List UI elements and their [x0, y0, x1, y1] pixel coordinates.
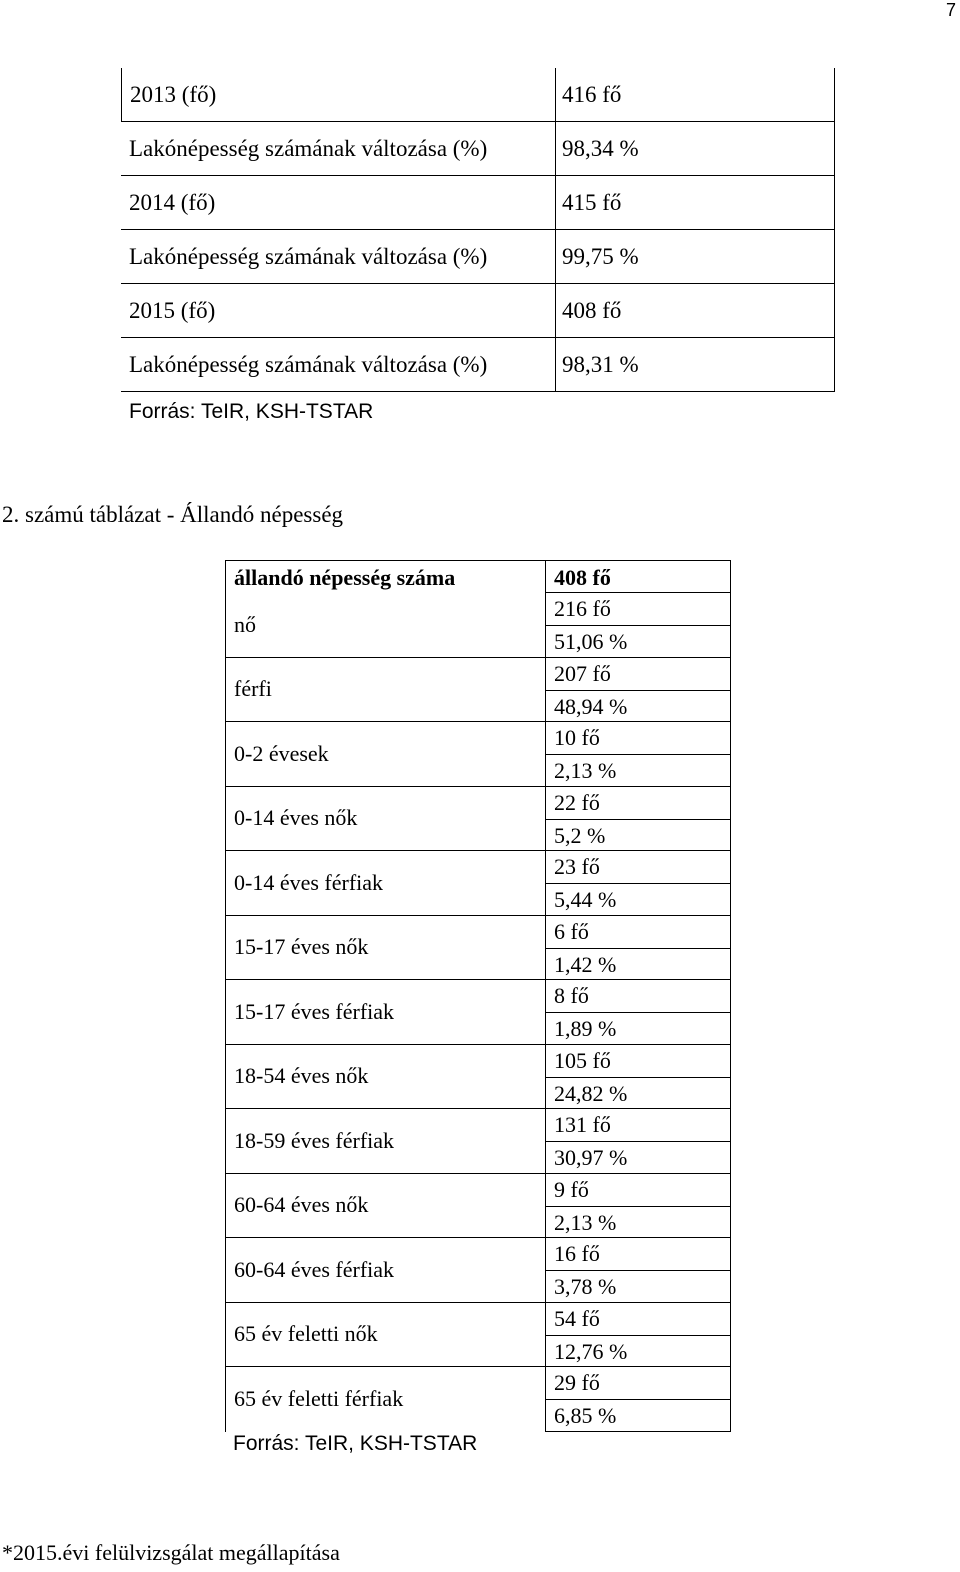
table-row — [225, 787, 731, 852]
row-percent: 1,89 % — [554, 1016, 617, 1041]
page-number: 7 — [945, 0, 956, 20]
row-label: 2014 (fő) — [121, 176, 555, 230]
row-label: 65 év feletti férfiak — [225, 1367, 545, 1432]
row-label: Lakónépesség számának változása (%) — [121, 338, 555, 392]
row-values — [545, 916, 731, 981]
row-count: 6 fő — [546, 916, 730, 949]
row-percent: 24,82 % — [554, 1080, 628, 1106]
row-label: 60-64 éves férfiak — [225, 1238, 545, 1303]
table1-source: Forrás: TeIR, KSH-TSTAR — [129, 400, 374, 423]
row-count: 54 fő — [546, 1303, 730, 1336]
row-percent: 5,44 % — [554, 887, 617, 912]
row-values — [545, 1109, 731, 1174]
row-percent: 2,13 % — [554, 1209, 617, 1235]
row-values — [545, 851, 731, 916]
table-row — [225, 916, 731, 981]
row-label: 18-54 éves nők — [225, 1045, 545, 1110]
row-values — [545, 722, 731, 787]
table-row — [225, 1174, 731, 1239]
row-label: 65 év feletti nők — [225, 1303, 545, 1368]
row-values — [545, 1174, 731, 1239]
row-label: Lakónépesség számának változása (%) — [121, 230, 555, 284]
row-count: 23 fő — [546, 851, 730, 884]
row-label: Lakónépesség számának változása (%) — [121, 122, 555, 176]
row-count: 29 fő — [546, 1367, 730, 1400]
permanent-population-table — [225, 560, 731, 1432]
row-percent: 30,97 % — [554, 1145, 628, 1170]
row-value: 415 fő — [555, 176, 835, 230]
table-row — [121, 338, 835, 392]
row-values — [545, 658, 731, 723]
row-percent: 1,42 % — [554, 951, 617, 977]
row-values — [545, 787, 731, 852]
table2-source: Forrás: TeIR, KSH-TSTAR — [233, 1432, 478, 1455]
header-value: 408 fő — [545, 561, 731, 593]
table-row — [225, 1238, 731, 1303]
row-values — [545, 1045, 731, 1110]
table-row — [121, 284, 835, 338]
row-values — [545, 593, 731, 658]
row-label: 0-14 éves férfiak — [225, 851, 545, 916]
row-count: 207 fő — [546, 658, 730, 691]
row-label: 15-17 éves nők — [225, 916, 545, 981]
table-row — [225, 1303, 731, 1368]
row-values — [545, 1367, 731, 1432]
table-body — [225, 593, 731, 1432]
table2-caption: 2. számú táblázat - Állandó népesség — [2, 502, 344, 527]
row-value: 98,34 % — [555, 122, 835, 176]
table-row — [121, 176, 835, 230]
row-values — [545, 1238, 731, 1303]
table-row — [225, 851, 731, 916]
table-row — [225, 1367, 731, 1432]
population-change-table — [121, 68, 835, 392]
table-header-row — [225, 560, 731, 593]
row-values — [545, 1303, 731, 1368]
row-value: 98,31 % — [555, 338, 835, 392]
row-count: 8 fő — [546, 980, 730, 1013]
table-row — [225, 658, 731, 723]
row-value: 99,75 % — [555, 230, 835, 284]
table-row — [225, 980, 731, 1045]
row-percent: 2,13 % — [554, 758, 617, 783]
table-row — [121, 68, 835, 122]
row-label: 15-17 éves férfiak — [225, 980, 545, 1045]
row-percent: 51,06 % — [554, 629, 628, 654]
table-row — [225, 1045, 731, 1110]
row-value: 416 fő — [555, 68, 835, 122]
table-row — [121, 230, 835, 284]
row-label: 0-14 éves nők — [225, 787, 545, 852]
row-count: 216 fő — [546, 593, 730, 626]
row-label: 2015 (fő) — [121, 284, 555, 338]
row-percent: 5,2 % — [554, 822, 606, 848]
row-label: 60-64 éves nők — [225, 1174, 545, 1239]
row-label: nő — [225, 593, 545, 658]
row-label: 2013 (fő) — [121, 68, 555, 122]
row-values — [545, 980, 731, 1045]
table-row — [225, 1109, 731, 1174]
table-row — [225, 593, 731, 658]
header-label: állandó népesség száma — [225, 561, 545, 593]
row-percent: 6,85 % — [554, 1403, 617, 1428]
row-count: 9 fő — [546, 1174, 730, 1207]
row-percent: 3,78 % — [554, 1274, 617, 1299]
row-percent: 48,94 % — [554, 693, 628, 719]
table-row — [225, 722, 731, 787]
row-count: 131 fő — [546, 1109, 730, 1142]
footnote: *2015.évi felülvizsgálat megállapítása — [2, 1540, 340, 1565]
row-count: 16 fő — [546, 1238, 730, 1271]
row-label: 18-59 éves férfiak — [225, 1109, 545, 1174]
table-row — [121, 122, 835, 176]
row-label: 0-2 évesek — [225, 722, 545, 787]
row-count: 105 fő — [546, 1045, 730, 1078]
row-count: 10 fő — [546, 722, 730, 755]
row-label: férfi — [225, 658, 545, 723]
row-value: 408 fő — [555, 284, 835, 338]
row-percent: 12,76 % — [554, 1338, 628, 1364]
row-count: 22 fő — [546, 787, 730, 820]
